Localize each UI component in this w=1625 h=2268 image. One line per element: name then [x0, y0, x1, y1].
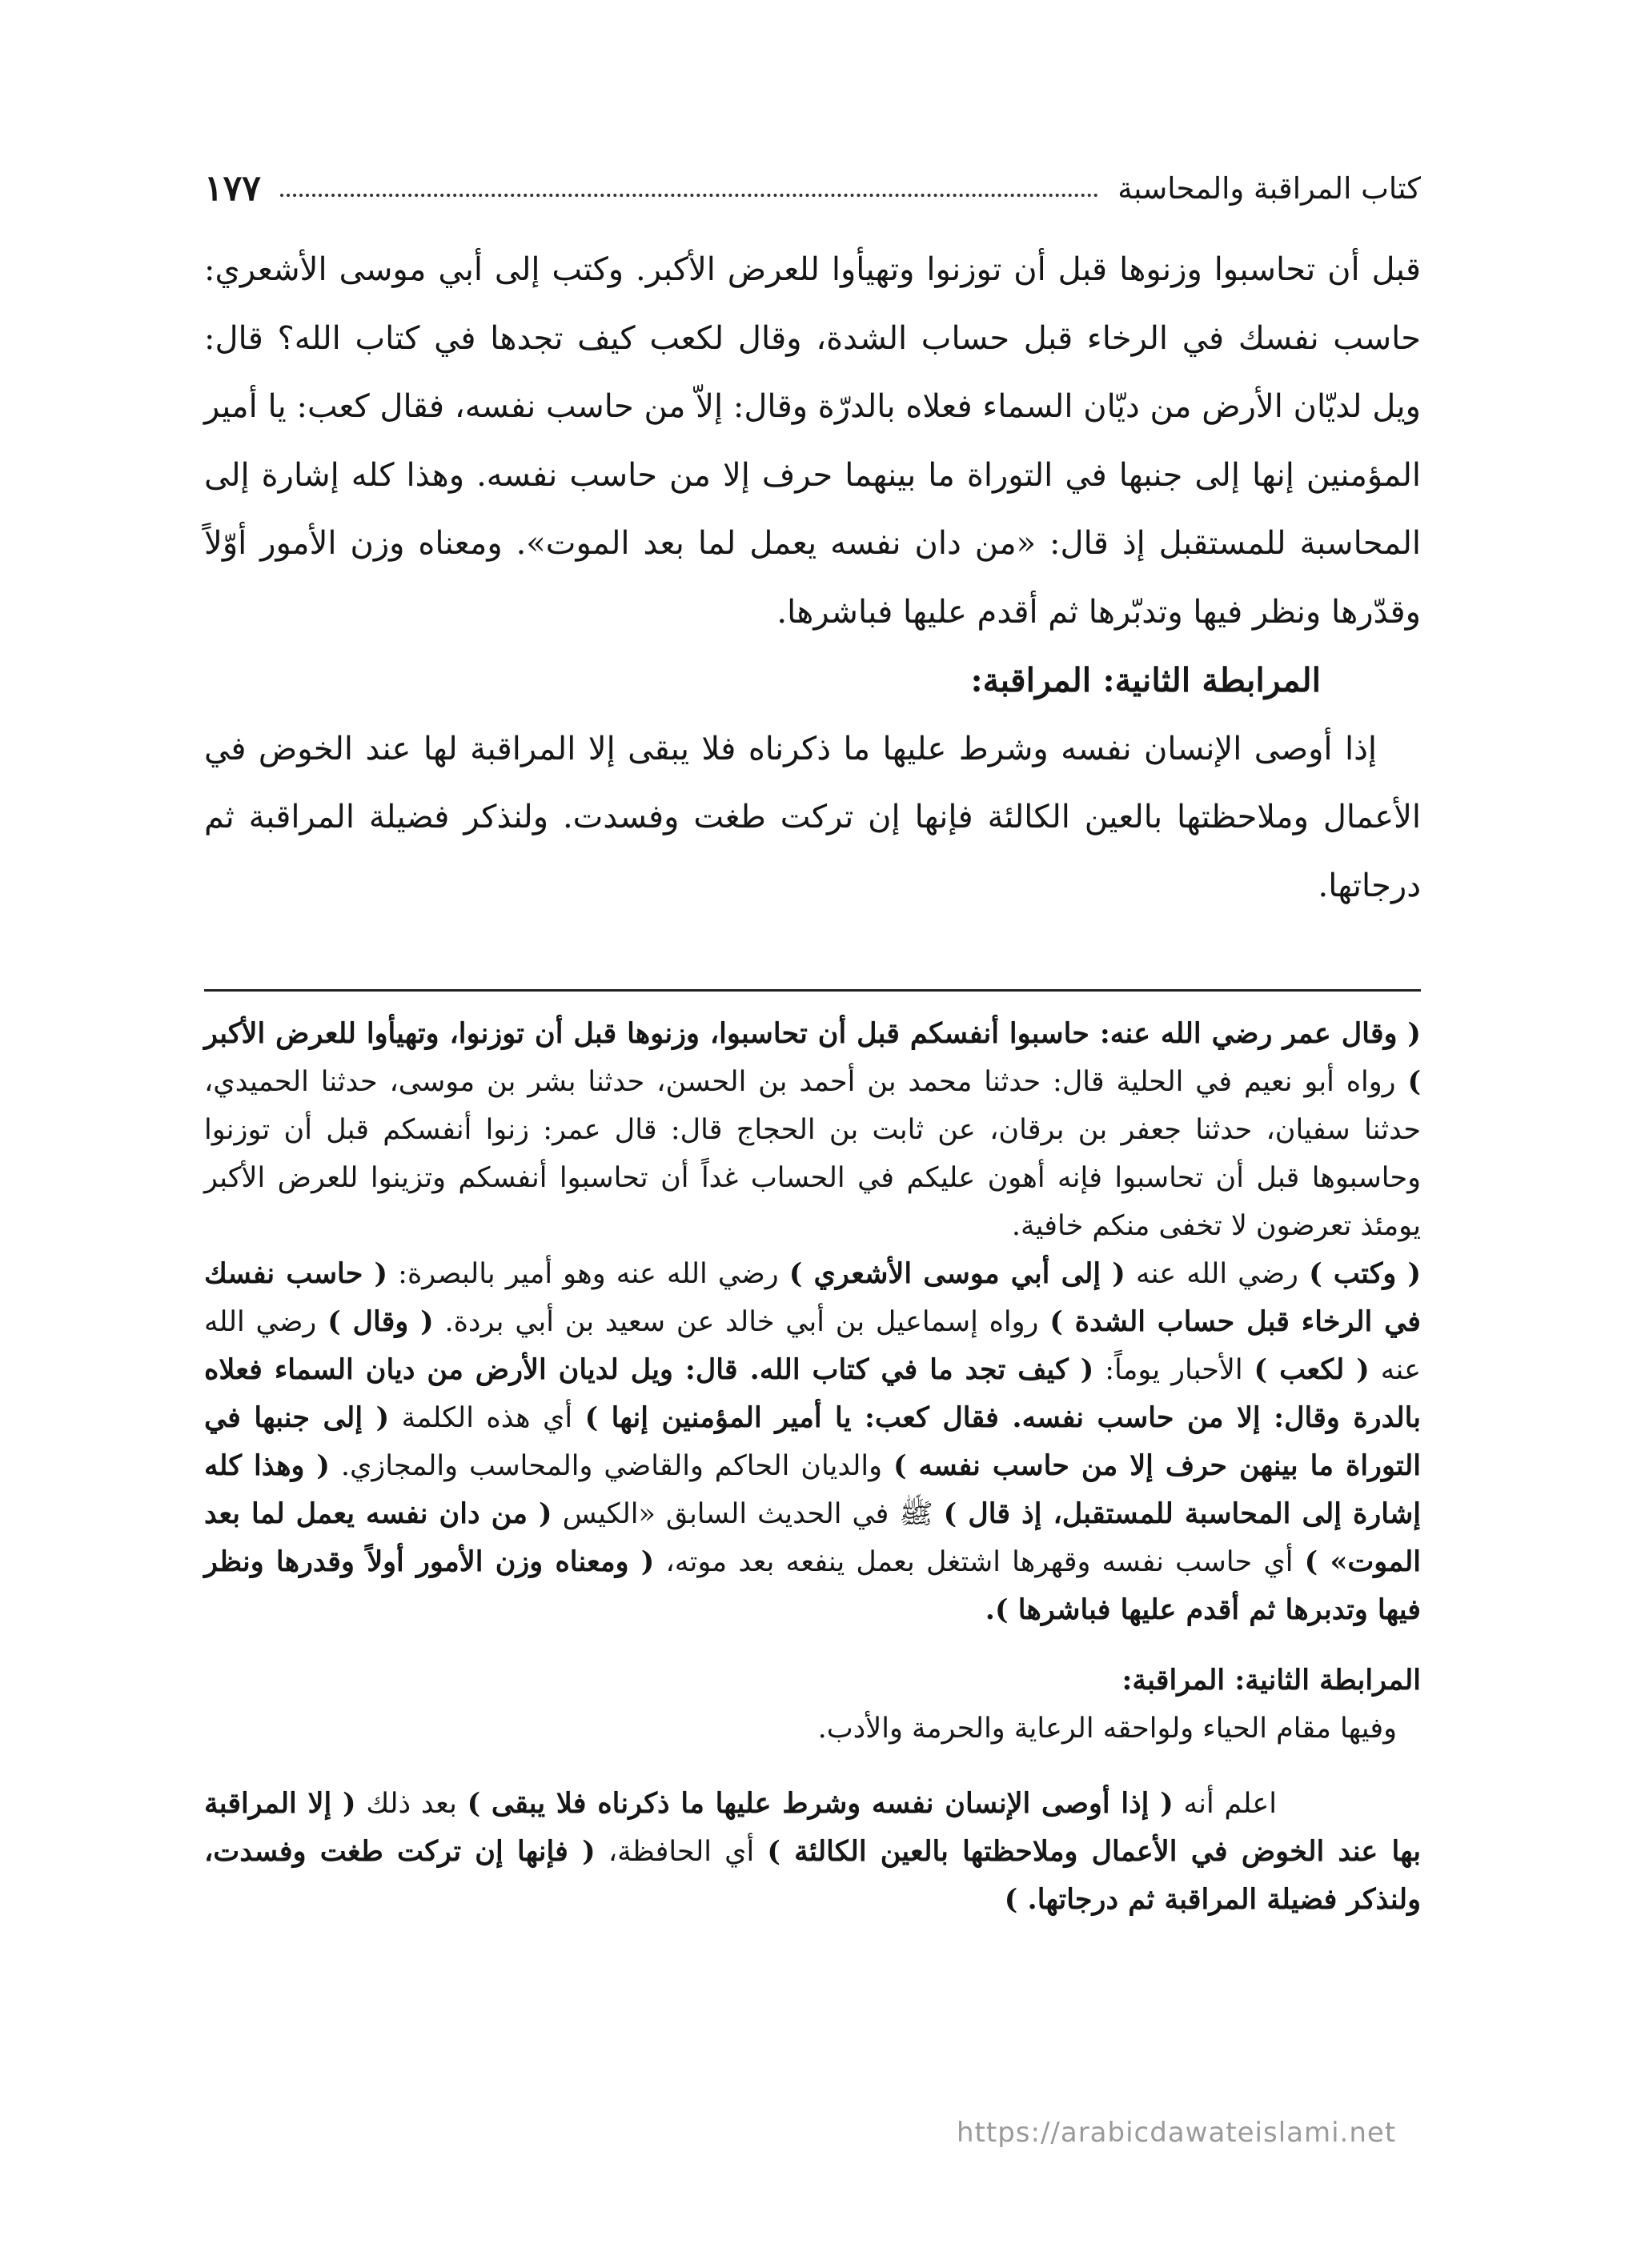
commentary-paragraph-2: ( وكتب ) رضي الله عنه ( إلى أبي موسى الأشعري ) رضي الله عنه وهو أمير بالبصرة: ( حاسب نفسك في الرخاء قبل حساب الشدة ) رواه إسماعيل بن أبي خالد عن سعيد بن أبي بردة. ( وقال ) رضي الله عنه ( لكعب ) الأحبار يوماً: ( كيف تجد ما في كتاب الله. قال: ويل لديان الأرض من ديان السماء فعلاه بالدرة وقال: إلا من حاسب نفسه. فقال كعب: يا أمير المؤمنين إنها ) أي هذه الكلمة ( إلى جنبها في التوراة ما بينهن حرف إلا من حاسب نفسه ) والديان الحاكم والقاضي والمحاسب والمجازي. ( وهذا كله إشارة إلى المحاسبة للمستقبل، إذ قال ) ﷺ في الحديث السابق «الكيس ( من دان نفسه يعمل لما بعد الموت» ) أي حاسب نفسه وقهرها اشتغل بعمل ينفعه بعد موته، ( ومعناه وزن الأمور أولاً وقدرها ونظر فيها وتدبرها ثم أقدم عليها فباشرها ). — [204, 1257, 1422, 1626]
main-paragraph-2: إذا أوصى الإنسان نفسه وشرط عليها ما ذكرناه فلا يبقى إلا المراقبة لها عند الخوض في الأعمال وملاحظتها بالعين الكالئة فإنها إن تركت طغت وفسدت. ولنذكر فضيلة المراقبة ثم درجاتها. — [204, 730, 1421, 904]
commentary-subtitle: وفيها مقام الحياء ولواحقه الرعاية والحرمة والأدب. — [817, 1713, 1397, 1745]
running-header — [204, 164, 1421, 212]
commentary — [204, 1010, 1421, 1924]
watermark-url: https://arabicdawateislami.net — [957, 2117, 1397, 2149]
section-heading: المرابطة الثانية: المراقبة: — [970, 661, 1321, 699]
dot-leader — [280, 194, 1098, 197]
main-paragraph-1: قبل أن تحاسبوا وزنوها قبل أن توزنوا وتهيأوا للعرض الأكبر. وكتب إلى أبي موسى الأشعري: حاسب نفسك في الرخاء قبل حساب الشدة، وقال لكعب كيف تجدها في كتاب الله؟ قال: ويل لديّان الأرض من ديّان السماء فعلاه بالدرّة وقال: إلاّ من حاسب نفسه، فقال كعب: يا أمير المؤمنين إنها إلى جنبها في التوراة ما بينهما حرف إلا من حاسب نفسه. وهذا كله إشارة إلى المحاسبة للمستقبل إذ قال: «من دان نفسه يعمل لما بعد الموت». ومعناه وزن الأمور أوّلاً وقدّرها ونظر فيها وتدبّرها ثم أقدم عليها فباشرها. — [204, 251, 1421, 631]
main-text — [204, 236, 1421, 920]
page-number: ١٧٧ — [204, 167, 261, 209]
separator-rule — [204, 989, 1421, 992]
commentary-paragraph-3: اعلم أنه ( إذا أوصى الإنسان نفسه وشرط عليها ما ذكرناه فلا يبقى ) بعد ذلك ( إلا المراقبة بها عند الخوض في الأعمال وملاحظتها بالعين الكالئة ) أي الحافظة، ( فإنها إن تركت طغت وفسدت، ولنذكر فضيلة المراقبة ثم درجاتها. ) — [204, 1787, 1421, 1916]
running-title: كتاب المراقبة والمحاسبة — [1117, 170, 1421, 206]
commentary-paragraph-1: ( وقال عمر رضي الله عنه: حاسبوا أنفسكم قبل أن تحاسبوا، وزنوها قبل أن توزنوا، وتهيأوا للعرض الأكبر ) رواه أبو نعيم في الحلية قال: حدثنا محمد بن أحمد بن الحسن، حدثنا بشر بن موسى، حدثنا الحميدي، حدثنا سفيان، حدثنا جعفر بن برقان، عن ثابت بن الحجاج قال: قال عمر: زنوا أنفسكم قبل أن توزنوا وحاسبوها قبل أن تحاسبوا فإنه أهون عليكم في الحساب غداً أن تحاسبوا أنفسكم وتزينوا للعرض الأكبر يومئذ تعرضون لا تخفى منكم خافية. — [204, 1017, 1421, 1242]
commentary-heading: المرابطة الثانية: المراقبة: — [1121, 1664, 1421, 1697]
